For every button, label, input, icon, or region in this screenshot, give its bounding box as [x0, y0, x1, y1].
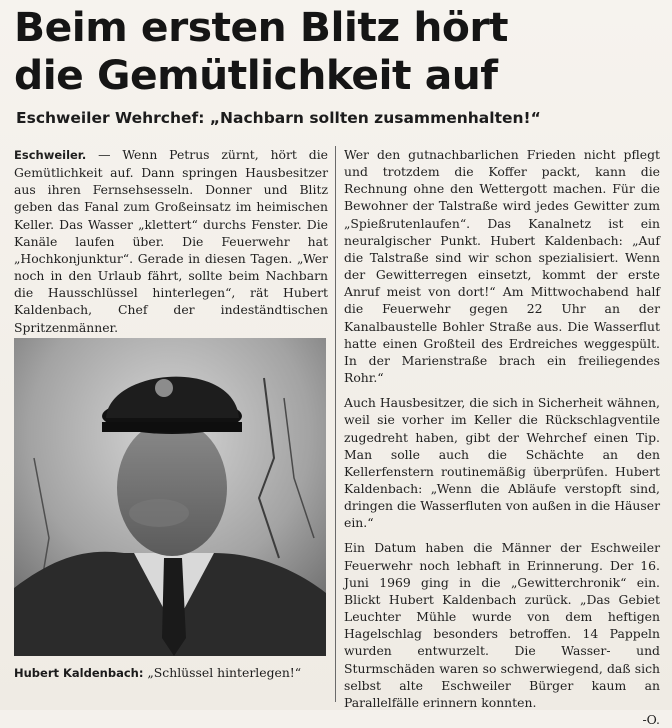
right-paragraph-2: Auch Hausbesitzer, die sich in Sicherheit wähnen, weil sie vorher im Keller die Rückschlagventile zugedreht haben, gibt der Wehrchef einen Tip. Man solle auch die Schächte an den Kellerfenstern routinemäßig überprüfen. Hubert Kaldenbach: „Wenn die Abläufe verstopft sind, dringen die Wasserfluten von außen in die Häuser ein.“ — [344, 395, 660, 531]
column-divider — [335, 146, 336, 702]
portrait-illustration — [14, 338, 326, 656]
article-headline — [14, 4, 672, 100]
headline-line-1: Beim ersten Blitz hört — [14, 5, 508, 51]
right-paragraph-1: Wer den gutnachbarlichen Frieden nicht pflegt und trotzdem die Koffer packt, kann die Rechnung ohne den Wettergott machen. Für die Bewohner der Talstraße wird jedes Gewitter zum „Spießrutenlaufen“. Das Kanalnetz ist ein neuralgischer Punkt. Hubert Kaldenbach: „Auf die Talstraße sind wir schon spezialisiert. Wenn der Gewitterregen einsetzt, kommt der erste Anruf meist von dort!“ Am Mittwochabend half die Feuerwehr gegen 22 Uhr an der Kanalbaustelle Bohler Straße aus. Die Wasserflut hatte einen Großteil des Erdreiches weggespült. In der Marienstraße brach ein freiliegendes Rohr.“ — [344, 147, 660, 386]
left-column — [14, 146, 328, 336]
article-subheadline: Eschweiler Wehrchef: „Nachbarn sollten zusammenhalten!“ — [16, 109, 541, 127]
right-column — [344, 146, 660, 728]
right-paragraph-3: Ein Datum haben die Männer der Eschweiler Feuerwehr noch lebhaft in Erinnerung. Der 16. Juni 1969 ging in die „Gewitterchronik“ ein. Blickt Hubert Kaldenbach zurück. „Das Gebiet Leuchter Mühle wurde von dem heftigen Hagelschlag besonders betroffen. 14 Pappeln wurden entwurzelt. Die Wasser- und Sturmschäden waren so schwerwiegend, daß sich selbst alte Eschweiler Bürger kaum an Parallelfälle erinnern konnten. — [344, 540, 660, 710]
headline-line-2: die Gemütlichkeit auf — [14, 53, 498, 99]
dateline: Eschweiler. — [14, 148, 87, 162]
portrait-photo — [14, 338, 326, 656]
caption-text: „Schlüssel hinterlegen!“ — [143, 665, 302, 680]
lead-paragraph — [14, 146, 328, 336]
caption-name: Hubert Kaldenbach: — [14, 666, 144, 680]
author-signature: -O. — [642, 712, 660, 727]
photo-caption — [14, 664, 328, 682]
lead-paragraph-text: — Wenn Petrus zürnt, hört die Gemütlichkeit auf. Dann springen Hausbesitzer aus ihren Fernsehsesseln. Donner und Blitz geben das Fanal zum Großeinsatz im heimischen Keller. Das Wasser „klettert“ durchs Fenster. Die Kanäle laufen über. Die Feuerwehr hat „Hochkonjunktur“. Gerade in diesen Tagen. „Wer noch in den Urlaub fährt, sollte beim Nachbarn die Hausschlüssel hinterlegen“, rät Hubert Kaldenbach, Chef der indeständtischen Spritzenmänner. — [14, 147, 328, 335]
